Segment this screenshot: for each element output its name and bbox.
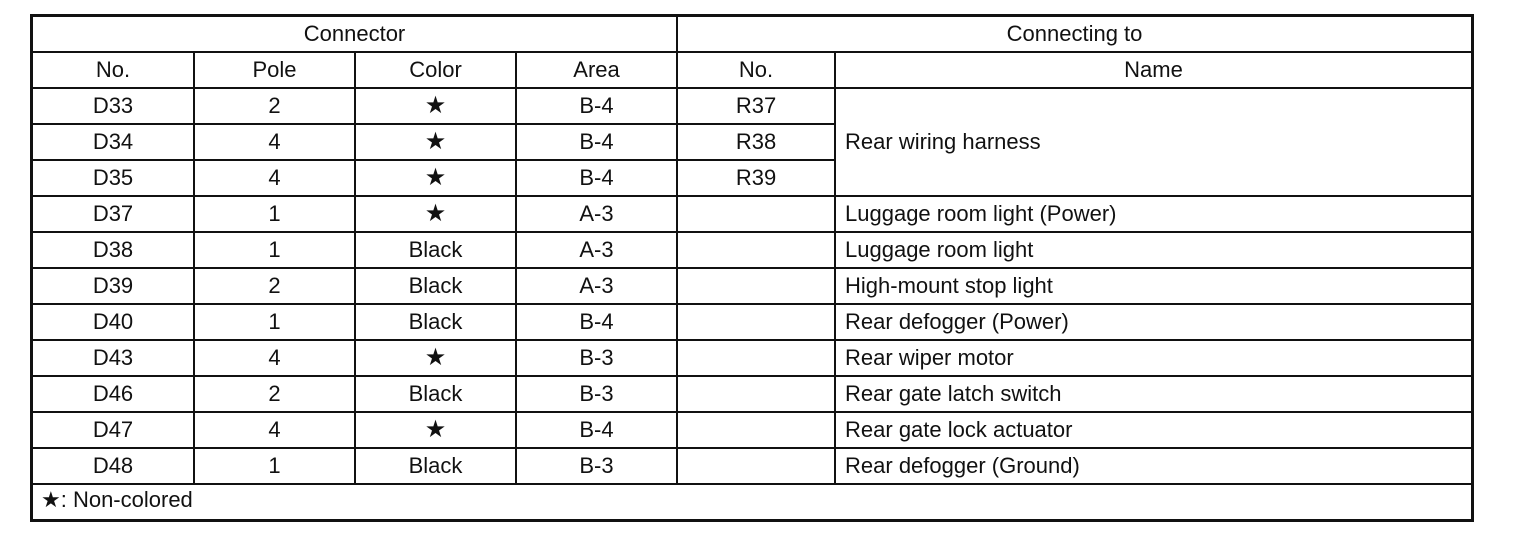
table-row xyxy=(33,304,1471,340)
cell-to-no: R37 xyxy=(677,88,835,124)
cell-no: D35 xyxy=(33,160,194,196)
cell-pole: 2 xyxy=(194,376,355,412)
col-header-pole: Pole xyxy=(194,52,355,88)
cell-area: B-4 xyxy=(516,124,677,160)
cell-color: ★ xyxy=(355,124,516,160)
cell-name: Rear wiper motor xyxy=(835,340,1471,376)
col-header-no: No. xyxy=(33,52,194,88)
table-row xyxy=(33,412,1471,448)
cell-name: High-mount stop light xyxy=(835,268,1471,304)
table-row xyxy=(33,232,1471,268)
cell-to-no: R39 xyxy=(677,160,835,196)
table-row xyxy=(33,196,1471,232)
cell-pole: 2 xyxy=(194,88,355,124)
cell-area: B-3 xyxy=(516,376,677,412)
cell-color: Black xyxy=(355,232,516,268)
footnote-non-colored: ★: Non-colored xyxy=(41,487,193,512)
cell-area: B-3 xyxy=(516,340,677,376)
col-header-to-no: No. xyxy=(677,52,835,88)
cell-to-no xyxy=(677,268,835,304)
connector-table-sheet xyxy=(30,14,1474,522)
cell-to-no xyxy=(677,448,835,484)
cell-color: ★ xyxy=(355,160,516,196)
col-header-color: Color xyxy=(355,52,516,88)
cell-pole: 4 xyxy=(194,160,355,196)
cell-to-no xyxy=(677,196,835,232)
cell-pole: 4 xyxy=(194,340,355,376)
cell-to-no xyxy=(677,376,835,412)
cell-color: ★ xyxy=(355,196,516,232)
cell-area: B-4 xyxy=(516,160,677,196)
cell-area: B-3 xyxy=(516,448,677,484)
cell-to-no xyxy=(677,232,835,268)
cell-name-rear-wiring-harness: Rear wiring harness xyxy=(835,88,1471,196)
cell-no: D40 xyxy=(33,304,194,340)
cell-pole: 1 xyxy=(194,448,355,484)
cell-to-no xyxy=(677,304,835,340)
cell-color: ★ xyxy=(355,412,516,448)
cell-color: ★ xyxy=(355,340,516,376)
cell-pole: 1 xyxy=(194,304,355,340)
cell-to-no: R38 xyxy=(677,124,835,160)
cell-no: D38 xyxy=(33,232,194,268)
connector-table xyxy=(33,17,1471,485)
cell-pole: 4 xyxy=(194,412,355,448)
cell-color: Black xyxy=(355,448,516,484)
cell-to-no xyxy=(677,340,835,376)
connector-group-header: Connector xyxy=(33,17,677,52)
cell-no: D47 xyxy=(33,412,194,448)
column-header-row xyxy=(33,52,1471,88)
cell-no: D46 xyxy=(33,376,194,412)
cell-no: D37 xyxy=(33,196,194,232)
table-row xyxy=(33,340,1471,376)
cell-pole: 1 xyxy=(194,196,355,232)
cell-no: D33 xyxy=(33,88,194,124)
cell-area: A-3 xyxy=(516,196,677,232)
cell-color: Black xyxy=(355,268,516,304)
table-row xyxy=(33,448,1471,484)
table-row xyxy=(33,376,1471,412)
cell-area: B-4 xyxy=(516,88,677,124)
cell-pole: 2 xyxy=(194,268,355,304)
cell-no: D48 xyxy=(33,448,194,484)
cell-name: Rear defogger (Ground) xyxy=(835,448,1471,484)
connecting-to-group-header: Connecting to xyxy=(677,17,1471,52)
cell-no: D34 xyxy=(33,124,194,160)
cell-area: A-3 xyxy=(516,232,677,268)
cell-no: D39 xyxy=(33,268,194,304)
cell-area: B-4 xyxy=(516,304,677,340)
cell-area: A-3 xyxy=(516,268,677,304)
cell-color: Black xyxy=(355,304,516,340)
cell-name: Luggage room light xyxy=(835,232,1471,268)
table-row xyxy=(33,268,1471,304)
cell-color: ★ xyxy=(355,88,516,124)
cell-name: Rear gate lock actuator xyxy=(835,412,1471,448)
cell-color: Black xyxy=(355,376,516,412)
table-row xyxy=(33,88,1471,124)
col-header-name: Name xyxy=(835,52,1471,88)
cell-name: Rear defogger (Power) xyxy=(835,304,1471,340)
group-header-row xyxy=(33,17,1471,52)
col-header-area: Area xyxy=(516,52,677,88)
cell-pole: 1 xyxy=(194,232,355,268)
cell-to-no xyxy=(677,412,835,448)
cell-pole: 4 xyxy=(194,124,355,160)
cell-name: Luggage room light (Power) xyxy=(835,196,1471,232)
cell-no: D43 xyxy=(33,340,194,376)
cell-name: Rear gate latch switch xyxy=(835,376,1471,412)
cell-area: B-4 xyxy=(516,412,677,448)
